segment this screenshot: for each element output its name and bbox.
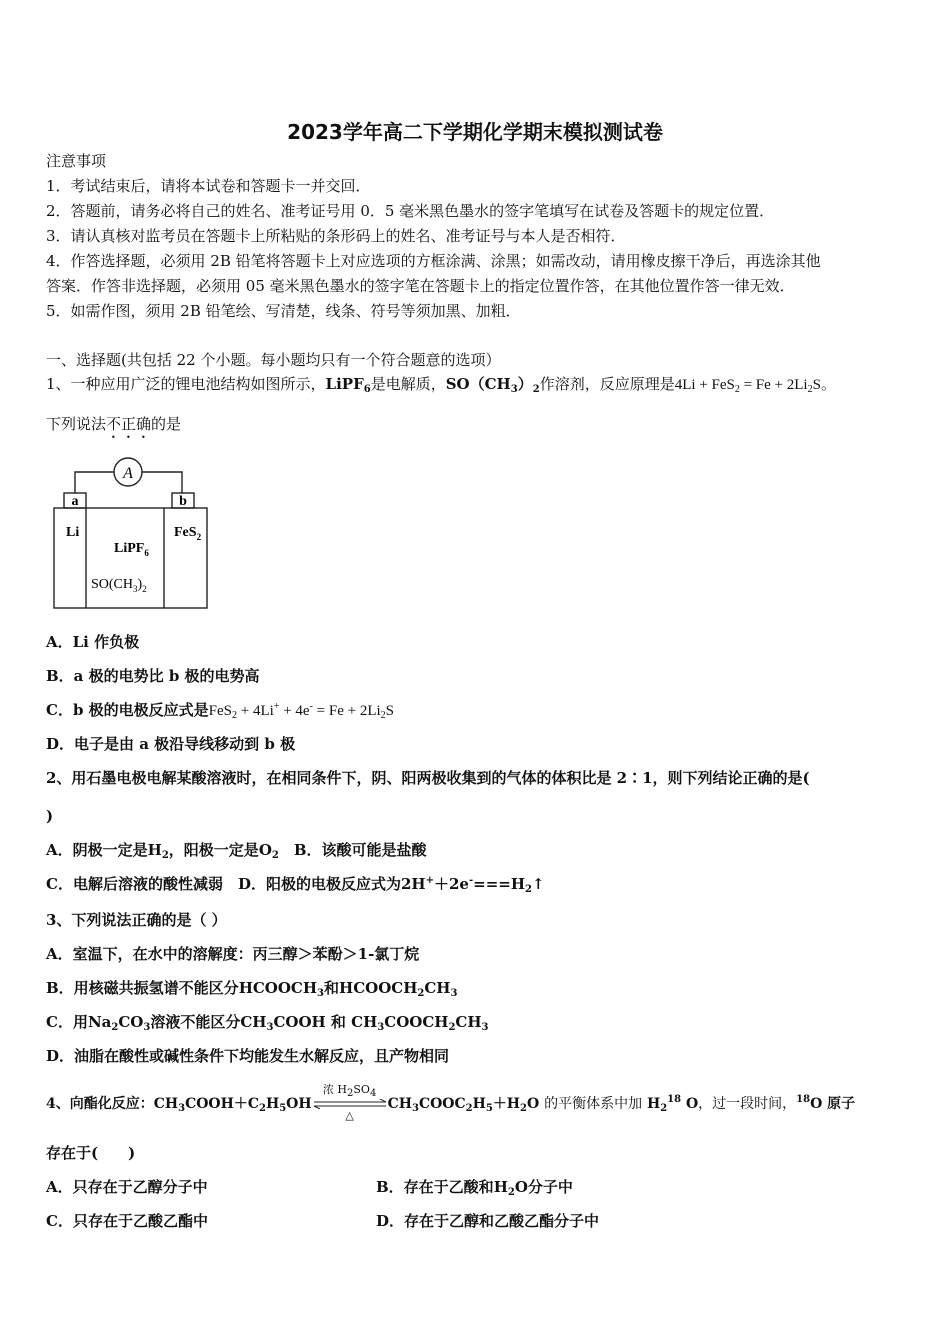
solvent-label: $SO(CH_3)_2$ bbox=[91, 577, 147, 594]
q4-stem: 4、向酯化反应：$CH_3COOH+C_2H_5OH$ 浓 $H_2SO_4$ △ $CH_3COOC_2H_5+H_2O$ 的平衡体系中加 $H_2^{18}$ O，过一段时间，$^{18}$O 原子 bbox=[46, 1083, 856, 1122]
section-heading: 一、选择题(共包括 22 个小题。每小题均只有一个符合题意的选项） bbox=[46, 351, 501, 369]
q1-stem: 1、一种应用广泛的锂电池结构如图所示，LiPF$_6$是电解质，$SO(CH_3)_2$作溶剂，反应原理是$4Li + FeS_2 = Fe + 2Li_2S$。 bbox=[46, 375, 836, 395]
cathode-fes2-label: FeS$_2$ bbox=[174, 525, 202, 542]
reaction-condition-arrow: 浓 $H_2SO_4$ △ bbox=[312, 1094, 388, 1114]
q4-option-a: A．只存在于乙醇分子中 bbox=[46, 1178, 208, 1196]
page-title: 2023学年高二下学期化学期末模拟测试卷 bbox=[287, 120, 663, 144]
anode-li-label: Li bbox=[66, 525, 80, 540]
q4-option-d: D．存在于乙醇和乙酸乙酯分子中 bbox=[376, 1212, 600, 1230]
notice-item: 2．答题前，请务必将自己的姓名、准考证号用 0．5 毫米黑色墨水的签字笔填写在试卷及答题卡的规定位置． bbox=[46, 202, 775, 220]
battery-diagram bbox=[50, 456, 212, 614]
q1-option-b: B．a 极的电势比 b 极的电势高 bbox=[46, 667, 260, 685]
q4-option-b: B．存在于乙酸和$H_2O$分子中 bbox=[376, 1178, 573, 1198]
electrode-a-label: a bbox=[71, 494, 79, 509]
q4-option-c: C．只存在于乙酸乙酯中 bbox=[46, 1212, 208, 1230]
q1-reaction-equation: $4Li + FeS_2 = Fe + 2Li_2S$ bbox=[674, 377, 821, 395]
notice-heading: 注意事项 bbox=[46, 152, 107, 170]
notice-item: 4．作答选择题，必须用 2B 铅笔将答题卡上对应选项的方框涂满、涂黑；如需改动，请用橡皮擦干净后，再选涂其他 bbox=[46, 252, 821, 270]
q2-options-cd: C．电解后溶液的酸性减弱 D．阳极的电极反应式为$2H^++2e^-===H_2↑$ bbox=[46, 875, 545, 895]
q1-stem-line2: 下列说法不正确的是 bbox=[46, 415, 182, 433]
electrode-b-label: b bbox=[179, 494, 187, 509]
ammeter-label: A bbox=[123, 465, 133, 482]
q3-option-d: D．油脂在酸性或碱性条件下均能发生水解反应，且产物相同 bbox=[46, 1047, 450, 1065]
notice-item: 5．如需作图，须用 2B 铅笔绘、写清楚，线条、符号等须加黑、加粗． bbox=[46, 302, 521, 320]
q4-stem-line2: 存在于( ) bbox=[46, 1144, 136, 1162]
q3-stem: 3、下列说法正确的是（ ） bbox=[46, 911, 227, 929]
notice-item: 3．请认真核对监考员在答题卡上所粘贴的条形码上的姓名、准考证号与本人是否相符． bbox=[46, 227, 626, 245]
q1-option-a: A．Li 作负极 bbox=[46, 633, 140, 651]
q1-option-d: D．电子是由 a 极沿导线移动到 b 极 bbox=[46, 735, 296, 753]
q2-options-ab: A．阴极一定是$H_2$，阳极一定是$O_2$ B．该酸可能是盐酸 bbox=[46, 841, 427, 861]
q3-option-b: B．用核磁共振氢谱不能区分$HCOOCH_3$和$HCOOCH_2CH_3$ bbox=[46, 979, 458, 999]
notice-item: 1．考试结束后，请将本试卷和答题卡一并交回． bbox=[46, 177, 371, 195]
q2-stem: 2、用石墨电极电解某酸溶液时，在相同条件下，阴、阳两极收集到的气体的体积比是 2∶1，则下列结论正确的是( bbox=[46, 769, 810, 787]
q3-option-a: A．室温下，在水中的溶解度：丙三醇＞苯酚＞1-氯丁烷 bbox=[46, 945, 420, 963]
q1-option-c: C．b 极的电极反应式是$FeS_2 + 4Li^+ + 4e^- = Fe + 2Li_2S$ bbox=[46, 701, 394, 721]
notice-item: 答案．作答非选择题，必须用 05 毫米黑色墨水的签字笔在答题卡上的指定位置作答，在其他位置作答一律无效． bbox=[46, 277, 795, 295]
q2-stem-end: ) bbox=[46, 807, 54, 825]
q3-option-c: C．用$Na_2CO_3$溶液不能区分$CH_3COOH$ 和 $CH_3COOCH_2CH_3$ bbox=[46, 1013, 489, 1033]
electrolyte-label: LiPF$_6$ bbox=[114, 541, 149, 558]
